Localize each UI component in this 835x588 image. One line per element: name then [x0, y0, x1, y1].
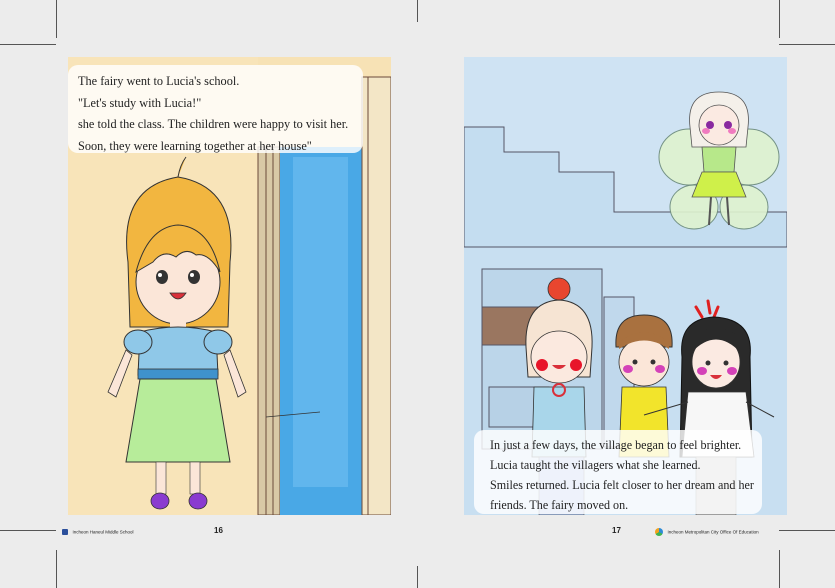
story-line: she told the class. The children were happy to visit her. [78, 117, 349, 131]
crop-mark [779, 44, 835, 45]
crop-mark [56, 0, 57, 38]
crop-mark [779, 550, 780, 588]
story-line: friends. The fairy moved on. [490, 498, 629, 512]
crop-mark [0, 530, 56, 531]
right-page [464, 57, 787, 515]
right-footer [655, 523, 759, 541]
crop-mark [417, 0, 418, 22]
story-line: In just a few days, the village began to feel brighter. [490, 438, 742, 452]
story-line: Soon, they were learning together at her house" [78, 138, 312, 153]
school-name: Incheon Haneul Middle School [72, 529, 134, 535]
left-page-number: 16 [214, 526, 223, 535]
crop-mark [779, 530, 835, 531]
education-office-logo-icon [655, 528, 663, 536]
school-logo-icon [62, 529, 68, 535]
left-footer [62, 523, 134, 541]
crop-mark [0, 44, 56, 45]
story-text-box [68, 65, 363, 153]
crop-mark [779, 0, 780, 38]
story-text-box [474, 430, 762, 514]
crop-mark [56, 550, 57, 588]
crop-mark [417, 566, 418, 588]
story-line: The fairy went to Lucia's school. [78, 74, 240, 88]
left-page [68, 57, 391, 515]
fairy-figure [659, 92, 779, 229]
story-line: Smiles returned. Lucia felt closer to her dream and her [490, 478, 754, 492]
office-name: Incheon Metropolitan City Office Of Education [667, 529, 759, 535]
right-page-number: 17 [612, 526, 621, 535]
story-line: Lucia taught the villagers what she learned. [490, 458, 701, 472]
story-line: "Let's study with Lucia!" [78, 95, 202, 110]
